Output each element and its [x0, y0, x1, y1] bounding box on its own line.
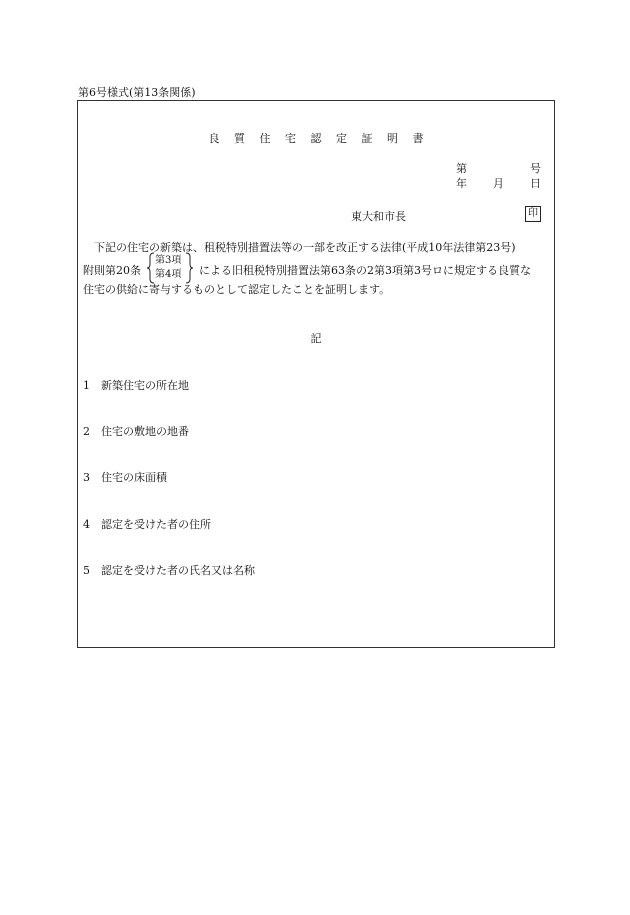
item-number: 1 — [83, 379, 90, 392]
item-label: 住宅の床面積 — [101, 471, 167, 484]
date-year-label: 年 — [456, 177, 467, 190]
title-char: 定 — [336, 132, 347, 145]
item-label: 新築住宅の所在地 — [101, 379, 189, 392]
item-label: 住宅の敷地の地番 — [101, 425, 189, 438]
certificate-title — [78, 130, 554, 146]
item-number: 3 — [83, 471, 90, 484]
item-number: 4 — [83, 518, 90, 531]
list-item — [83, 423, 189, 439]
title-char: 良 — [208, 132, 220, 145]
certificate-date-line — [456, 176, 544, 191]
seal-mark: 印 — [525, 206, 541, 222]
list-item — [83, 516, 211, 532]
list-item — [83, 562, 255, 578]
certificate-number-date — [456, 161, 544, 191]
item-number: 2 — [83, 425, 90, 438]
ki-heading: 記 — [310, 332, 322, 345]
item-label: 認定を受けた者の氏名又は名称 — [101, 564, 255, 577]
title-char: 認 — [310, 132, 322, 145]
title-char: 書 — [412, 132, 424, 145]
list-item — [83, 469, 167, 485]
certificate-number-line — [456, 161, 544, 176]
title-char: 住 — [259, 132, 271, 145]
clause-brace — [145, 251, 195, 285]
clause-option: 第3項 — [155, 255, 182, 266]
body-line-2-suffix: による旧租税特別措置法第63条の2第3項第3号ロに規定する良質な — [199, 264, 531, 277]
issuer-name: 東大和市長 — [351, 210, 406, 223]
certificate-body — [83, 239, 553, 299]
body-line-2-prefix: 附則第20条 — [83, 264, 141, 277]
date-day-label: 日 — [530, 177, 541, 190]
item-label: 認定を受けた者の住所 — [101, 518, 211, 531]
title-char: 明 — [387, 132, 398, 145]
body-line-1: 下記の住宅の新築は、租税特別措置法等の一部を改正する法律(平成10年法律第23号) — [94, 241, 516, 254]
clause-option: 第4項 — [155, 269, 182, 280]
title-char: 証 — [361, 132, 373, 145]
form-number-label: 第6号様式(第13条関係) — [78, 86, 196, 99]
body-line-3: 住宅の供給に寄与するものとして認定したことを証明します。 — [83, 283, 391, 296]
date-month-label: 月 — [493, 177, 504, 190]
number-go-label: 号 — [530, 162, 541, 175]
list-item — [83, 377, 189, 393]
number-dai-label: 第 — [456, 162, 467, 175]
certificate-frame — [77, 100, 555, 648]
title-char: 宅 — [285, 132, 296, 145]
body-line-2 — [83, 257, 553, 281]
title-char: 質 — [234, 132, 245, 145]
item-number: 5 — [83, 564, 90, 577]
